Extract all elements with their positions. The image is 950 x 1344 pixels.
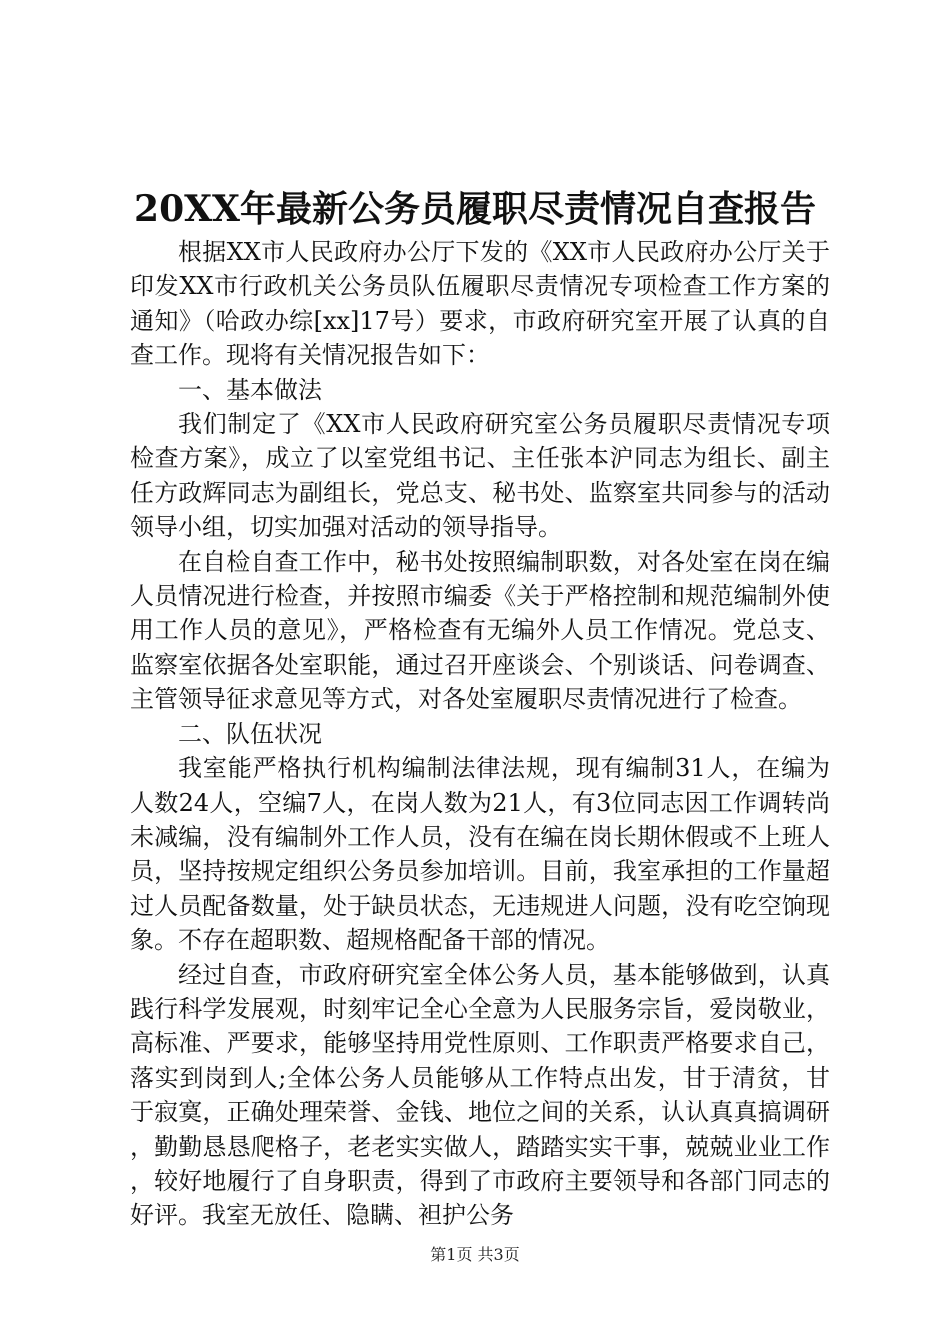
- intro-paragraph: 根据XX市人民政府办公厅下发的《XX市人民政府办公厅关于印发XX市行政机关公务员队伍履职尽责情况专项检查工作方案的通知》（哈政办综[xx]17号）要求，市政府研究室开展了认真的自查工作。现将有关情况报告如下：: [130, 238, 830, 370]
- section-heading-basic-approach: 一、基本做法: [178, 375, 322, 404]
- paragraph-leadership-group: 我们制定了《XX市人民政府研究室公务员履职尽责情况专项检查方案》，成立了以室党组书记、主任张本沪同志为组长、副主任方政辉同志为副组长，党总支、秘书处、监察室共同参与的活动领导小组，切实加强对活动的领导指导。: [130, 410, 830, 542]
- paragraph-staffing: 我室能严格执行机构编制法律法规，现有编制31人，在编为人数24人，空编7人，在岗人数为21人，有3位同志因工作调转尚未减编，没有编制外工作人员，没有在编在岗长期休假或不上班人员，坚持按规定组织公务员参加培训。目前，我室承担的工作量超过人员配备数量，处于缺员状态，无违规进人问题，没有吃空饷现象。不存在超职数、超规格配备干部的情况。: [130, 754, 830, 955]
- paragraph-self-inspection: 在自检自查工作中，秘书处按照编制职数，对各处室在岗在编人员情况进行检查，并按照市编委《关于严格控制和规范编制外使用工作人员的意见》，严格检查有无编外人员工作情况。党总支、监察室依据各处室职能，通过召开座谈会、个别谈话、问卷调查、主管领导征求意见等方式，对各处室履职尽责情况进行了检查。: [130, 547, 830, 714]
- document-title: 20XX年最新公务员履职尽责情况自查报告: [134, 188, 816, 230]
- document-body: [130, 235, 830, 1233]
- page-number-footer: 第1页 共3页: [430, 1245, 520, 1264]
- paragraph-self-check-results: 经过自查，市政府研究室全体公务人员，基本能够做到，认真践行科学发展观，时刻牢记全心全意为人民服务宗旨，爱岗敬业，高标准、严要求，能够坚持用党性原则、工作职责严格要求自己，落实到岗到人;全体公务人员能够从工作特点出发，甘于清贫，甘于寂寞，正确处理荣誉、金钱、地位之间的关系，认认真真搞调研，勤勤恳恳爬格子，老老实实做人，踏踏实实干事，兢兢业业工作，较好地履行了自身职责，得到了市政府主要领导和各部门同志的好评。我室无放任、隐瞒、袒护公务: [130, 960, 830, 1230]
- section-heading-team-status: 二、队伍状况: [178, 719, 322, 748]
